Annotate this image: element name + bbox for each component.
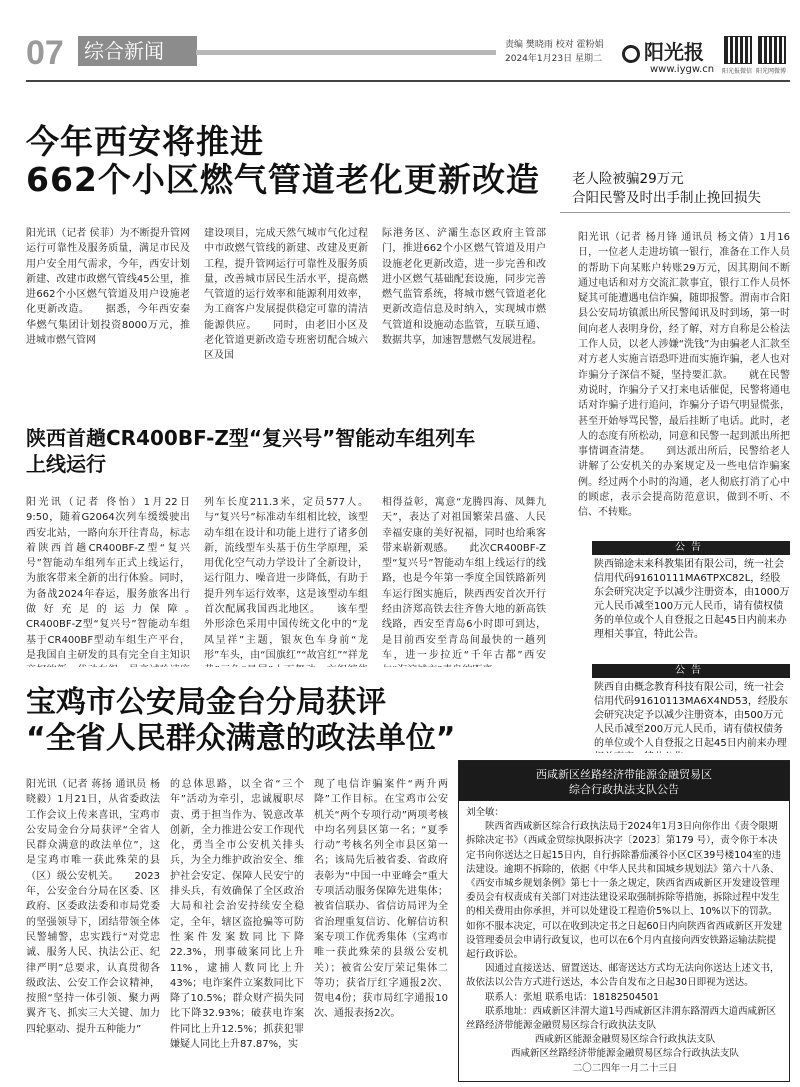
section-title: 综合新闻 <box>78 36 197 66</box>
article3-title-line1: 宝鸡市公安局金台分局获评 <box>26 685 386 720</box>
sidebar-title-line1: 老人险被骗29万元 <box>572 171 684 187</box>
notice2-heading: 公告 <box>592 664 790 678</box>
page-number: 07 <box>26 34 64 72</box>
website-url[interactable]: www.iygw.cn <box>650 64 715 75</box>
legal-sign2: 西咸新区丝路经济带能源金融贸易区综合行政执法支队 <box>510 1048 739 1060</box>
article2-title-line2: 上线运行 <box>26 452 106 476</box>
editor-line: 责编 樊晓雨 校对 霍粉娟 <box>505 40 604 50</box>
article3-title-line2: “全省人民群众满意的政法单位” <box>26 721 456 756</box>
logo-text: 阳光报 <box>644 40 704 64</box>
article2-title-line1: 陕西首趟CR400BF-Z型“复兴号”智能动车组列车 <box>26 426 476 450</box>
article3-col1: 阳光讯（记者 蒋扬 通讯员 杨晓毅）1月21日，从省委政法工作会议上传来喜讯，宝鸡市公安局金台分局获评“全省人民群众满意的政法单位”，这是宝鸡市唯一获此殊荣的县（区）级公安机关。 2023年，公安金台分局在区委、区政府、区委政法委和市局党委的坚强领导下，团结带领全体民警辅警，忠实践行“对党忠诚、服务人民、执法公正、纪律严明”总要求，认真贯彻各级政法、公安工作会议精神，按照“坚持一体引领、聚力两翼齐飞、抓实三大关键、加力四轮驱动、提升五种能力” <box>26 779 160 1035</box>
legal-title-line1: 西咸新区丝路经济带能源金融贸易区 <box>536 768 712 781</box>
article1-col1: 阳光讯（记者 侯菲）为不断提升管网运行可靠性及服务质量，满足市民及用户安全用气需求，今年，西安计划新建、改建市政燃气管线45公里，推进662个小区燃气管道及用户设施老化更新改造。 据悉，今年西安秦华燃气集团计划投资8000万元，推进城市燃气管网 <box>26 228 190 347</box>
legal-address <box>466 1005 784 1033</box>
legal-sign1: 西咸新区能源金融贸易区综合行政执法支队 <box>534 1034 716 1046</box>
article2-col3: 相得益彰，寓意“龙腾四海、凤舞九天”，表达了对祖国繁荣昌盛、人民幸福安康的美好祝福，同时也给乘客带来崭新观感。 此次CR400BF-Z型“复兴号”智能动车组上线运行的线路，也是今年第一季度全国铁路新列车运行图实施后，陕西西安首次开行经由济郑高铁去往齐鲁大地的新高铁线路，西安至青岛6小时即可到达，是目前西安至青岛间最快的一趟列车，进一步拉近“千年古都”西安 <box>382 497 546 661</box>
sidebar-body: 阳光讯（记者 杨月锋 通讯员 杨文倩）1月16日，一位老人走进坊镇一银行，准备在工作人员的帮助下向某账户转账29万元，因其期间不断通过电话和对方交流汇款事宜，银行工作人员怀疑其可能遭遇电信诈骗，随即报警。渭南市合阳县公安局坊镇派出所民警闻讯及时到场，第一时间向老人表明身份，经了解，对方自称是公检法工作人员，以老人涉嫌“洗钱”为由骗老人汇款至对方老人实施言语恐吓进而实施诈骗，老人也对诈骗分子深信不疑，坚持要汇款。 就在民警劝说时，诈骗分子又打来电话催促，民警将通电话对诈骗子进行追问，诈骗分子语气明显慌张，甚至开始辱骂民警，最后挂断了电话。此时，老人的态度有所松动，同意和民警一起到派出所把事情调查清楚。 到达派出所后，民警给老人讲解了公安机关的办案规定及一些电信诈骗案例。经过两个小时的沟通，老人彻底打消了心中的顾虑，表示会提高防范意识，做到不听、不信、不转账。 <box>578 232 790 519</box>
qr-caption-wechat: 阳光报微信 <box>722 68 753 75</box>
article1-col3: 际港务区、浐灞生态区政府主管部门，推进662个小区燃气管道及用户设施老化更新改造，进一步完善和改进小区燃气基础配套设施，同步完善燃气监管系统，将城市燃气管道老化更新改造信息及时纳入，实现城市燃气管道和设施动态监管，互联互通、数据共享，加速智慧燃气发展进程。 <box>382 228 546 347</box>
header-meta <box>505 38 604 66</box>
header-rule <box>196 50 496 55</box>
header-divider <box>26 80 790 82</box>
logo-ring-icon <box>622 45 640 63</box>
legal-para1: 陕西省西咸新区综合行政执法局于2024年1月3日向你作出《责令限期拆除决定书》（西咸金贸综执限拆决字〔2023〕第179 号），责令你于本决定书向你送达之日起15日内，自行拆除番茄溪谷小区C区39号楼104室的违法建设。逾期不拆除的，依据《中华人民共和国城乡规划法》第六十八条、《西安市城乡规划条例》第七十一条之规定，陕西省西咸新区开发建设管理委员会有权责成有关部门对违法建设采取强制拆除等措施，拆除过程中发生的相关费用由你承担，并可以处建设工程造价5%以上、10%以下的罚款。如你不服本决定，可以在收到决定书之日起60日内向陕西省西咸新区开发建设管理委员会申请行政复议，也可以在6个月内直接向西安铁路运输法院提起行政诉讼。 <box>466 821 783 961</box>
legal-notice-body <box>466 806 784 1076</box>
notice2-text: 陕西自由概念教育科技有限公司，统一社会信用代码91610113MA6X4ND53，经股东会研究决定予以减少注册资本，由500万元人民币减至200万元人民币，请有债权债务的单位或个人自登报之日起45日内前来办理 <box>594 682 788 749</box>
newspaper-logo <box>622 36 704 65</box>
sidebar-title-line2: 合阳民警及时出手制止挽回损失 <box>572 190 761 206</box>
article1-col2: 建设项目，完成天然气城市气化过程中市政燃气管线的新建、改建及更新工程，提升管网运行可靠性及服务质量，改善城市居民生活水平，提高燃气管道的运行效率和能源利用效率，为工商客户发展提供稳定可靠的清洁能源供应。 同时，由老旧小区及老化管道更新改造专班密切配合城六区及国 <box>204 228 368 362</box>
legal-title-line2: 综合行政执法支队公告 <box>569 783 679 796</box>
article3-col2: 的总体思路，以全省“三个年”活动为牵引，忠诚履职尽责、勇于担当作为、锐意改革创新，全力推进公安工作现代化，勇当全市公安机关排头兵，为全力维护政治安全、维护社会安定、保障人民安宁的排头兵，有效确保了全区政治大局和社会治安持续安全稳定，全年，辖区盗抢骗等可防性案件发案数同比下降22.3%，刑事破案同比上升11%，逮捕人数同比上升43%；电诈案件立案数同比下降了10.5%；群众财产损失同比下降32.93%；破获电诈案件同比上升12.5%；抓获犯罪嫌疑人同比上升87.87%，实 <box>170 779 304 1051</box>
legal-addressee: 刘全敏： <box>466 807 505 818</box>
legal-address-value: 西咸新区沣渭大道1号西咸新区沣渭东路渭西大道西咸新区丝路经济带能源金融贸易区综合行政执法支队 <box>466 1005 777 1032</box>
article3-col3: 现了电信诈骗案件“两升两降”工作目标。在宝鸡市公安机关“两个专项行动”两项考核中均名列县区第一名；“夏季行动”考核名列全市县区第一名；该局先后被省委、省政府表彰为“中国一中亚峰会”重大专项活动服务保障先进集体；被省信联办、省信访局评为全省治理重复信访、化解信访积案专项工作优秀集体（宝鸡市唯一获此殊荣的县级公安机关）；被省公安厅荣记集体二等功；获省厅红字通报2次、贺电4份；获市局红字通报10次、通报表扬2次。 <box>314 779 448 1020</box>
article2-col1: 阳光讯（记者 佟怡）1月22日9:50，随着G2064次列车缓缓驶出西安北站，一路向东开往青岛，标志着陕西首趟CR400BF-Z型“复兴号”智能动车组列车正式上线运行，为旅客带来全新的出行体验。同时，为备战2024年春运，服务旅客出行做好充足的运力保障。 CR400BF-Z型“复兴号”智能动车组基于CR400BF型动车组生产平台，是我国自主研发的具有完全自主知识 <box>26 497 190 661</box>
notice1-heading: 公告 <box>592 541 790 555</box>
wechat-qr-icon[interactable] <box>724 36 752 64</box>
legal-contact: 联系人：张旭 联系电话：18182504501 <box>485 991 660 1003</box>
article1-title-line2: 662个小区燃气管道老化更新改造 <box>26 160 540 199</box>
article2-col2: 列车长度211.3米，定员577人。与“复兴号”标准动车组相比较，该型动车组在设计和功能上进行了诸多创新，流线型车头基于仿生学原理，采用优化空气动力学设计了全新设计，运行阻力、噪音进一步降低，有助于提升列车运行效率，这是该型动车组首次配属我国西北地区。 该车型外形涂色采用中国传统文化中的“龙凤呈祥”主题，银灰色车身前“龙形”车头，由“国旗红”“故宫红”“祥龙 <box>204 497 368 661</box>
article1-title-line1: 今年西安将推进 <box>26 122 264 161</box>
legal-date: 二〇二四年一月二十三日 <box>572 1062 678 1074</box>
notice1-text: 陕西锦途末来科教集团有限公司，统一社会信用代码91610111MA6TPXC82L，经股东会研究决定予以减少注册资本，由1000万元人民币减至100万元人民币，请有债权债务的单位或个人自登报之日起45日内前来办理相关事宜，特此公告。 <box>594 559 790 640</box>
sidebar-divider <box>560 212 790 213</box>
qr-caption-weibo: 阳光网微博 <box>756 68 787 75</box>
sidebar-title <box>572 170 761 208</box>
legal-para2: 因通过直接送达、留置送达、邮寄送达方式均无法向你送达上述文书，故依法以公告方式进行送达，本公告自发布之日起30日即视为送达。 <box>466 963 780 989</box>
weibo-qr-icon[interactable] <box>758 36 786 64</box>
date-line: 2024年1月23日 星期二 <box>505 54 602 64</box>
legal-address-label: 联系地址： <box>485 1005 533 1017</box>
legal-notice-title <box>459 761 789 801</box>
